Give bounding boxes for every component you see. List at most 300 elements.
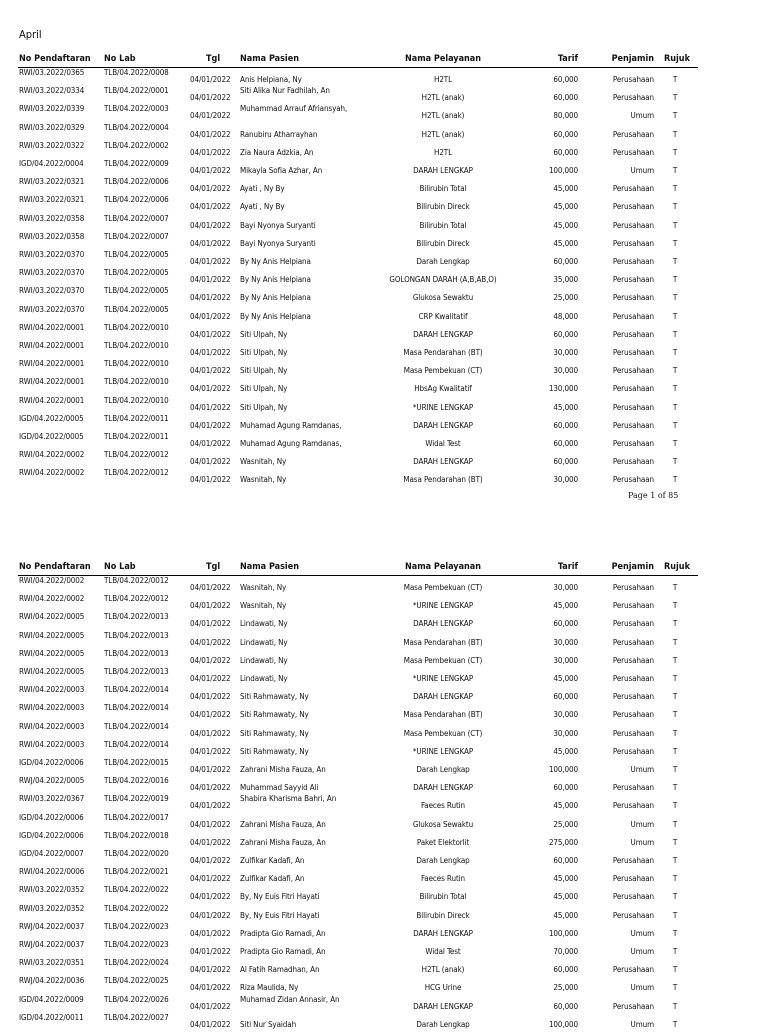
cell-penjamin: Perusahaan [612, 75, 654, 84]
cell-nama-pasien: Wasnitah, Ny [240, 583, 287, 592]
cell-rujuk: T [672, 348, 678, 357]
cell-no-lab: TLB/04.2022/0020 [104, 849, 169, 858]
cell-tgl: 04/01/2022 [190, 928, 231, 938]
cell-nama-pasien: Al Fatih Ramadhan, An [240, 965, 320, 975]
cell-nama-pasien: Siti Rahmawaty, Ny [240, 710, 309, 720]
cell-rujuk: T [672, 655, 678, 665]
cell-nama-pasien: Shabira Kharisma Bahri, An [240, 794, 337, 804]
cell-tgl: 04/01/2022 [190, 819, 231, 829]
cell-penjamin: Perusahaan [612, 366, 654, 376]
cell-tarif: 30,000 [553, 637, 578, 647]
cell-no-lab: TLB/04.2022/0019 [104, 794, 169, 804]
cell-no-lab: TLB/04.2022/0012 [104, 576, 169, 585]
cell-nama-pelayanan: Masa Pendarahan (BT) [403, 710, 483, 720]
cell-tgl: 04/01/2022 [190, 710, 231, 720]
cell-rujuk: T [672, 439, 678, 448]
cell-tarif: 100,000 [548, 765, 578, 774]
cell-nama-pelayanan: Masa Pendarahan (BT) [403, 475, 483, 485]
cell-tgl: 04/01/2022 [190, 366, 231, 376]
cell-penjamin: Perusahaan [612, 674, 654, 683]
cell-no-lab: TLB/04.2022/0011 [104, 432, 169, 441]
cell-rujuk: T [672, 674, 678, 683]
cell-no-lab: TLB/04.2022/0014 [104, 721, 169, 731]
cell-rujuk: T [672, 457, 678, 467]
cell-tarif: 60,000 [553, 965, 578, 975]
cell-tgl: 04/01/2022 [190, 202, 231, 212]
cell-nama-pasien: Lindawati, Ny [240, 637, 288, 647]
cell-no-pendaftaran: RWI/03.2022/0365 [19, 68, 85, 77]
col-nama-pasien: Nama Pasien [240, 562, 299, 572]
cell-no-lab: TLB/04.2022/0025 [104, 976, 169, 986]
cell-rujuk: T [672, 601, 678, 611]
cell-penjamin: Perusahaan [612, 257, 654, 266]
cell-no-pendaftaran: RWI/04.2022/0005 [19, 612, 85, 622]
cell-no-pendaftaran: RWI/03.2022/0334 [19, 86, 85, 96]
cell-nama-pasien: Pradipta Gio Ramadi, An [240, 928, 326, 938]
cell-tarif: 60,000 [553, 257, 578, 266]
cell-nama-pasien: By Ny Anis Helpiana [240, 293, 311, 303]
cell-no-pendaftaran: RWI/03.2022/0358 [19, 231, 85, 241]
cell-no-lab: TLB/04.2022/0023 [104, 940, 169, 949]
cell-no-pendaftaran: RWI/03.2022/0367 [19, 794, 85, 804]
cell-no-pendaftaran: RWI/04.2022/0003 [19, 703, 85, 713]
cell-tgl: 04/01/2022 [190, 311, 231, 321]
cell-tgl: 04/01/2022 [190, 275, 231, 285]
cell-penjamin: Perusahaan [612, 384, 654, 394]
cell-no-lab: TLB/04.2022/0016 [104, 776, 169, 786]
cell-nama-pelayanan: CRP Kwalitatif [418, 311, 468, 321]
cell-nama-pelayanan: HCG Urine [424, 983, 462, 993]
cell-rujuk: T [672, 202, 678, 212]
cell-penjamin: Umum [630, 166, 654, 175]
col-penjamin: Penjamin [611, 562, 654, 572]
cell-nama-pasien: Wasnitah, Ny [240, 601, 287, 611]
cell-nama-pasien: Muhamad Zidan Annasir, An [240, 994, 340, 1004]
cell-rujuk: T [672, 166, 678, 175]
cell-nama-pasien: By Ny Anis Helpiana [240, 275, 311, 285]
cell-nama-pasien: Ranubiru Atharrayhan [240, 129, 318, 139]
cell-penjamin: Perusahaan [612, 619, 654, 629]
cell-nama-pasien: Siti Ulpah, Ny [240, 348, 288, 357]
cell-nama-pasien: Muhamad Agung Ramdanas, [240, 420, 342, 430]
cell-no-lab: TLB/04.2022/0012 [104, 594, 169, 604]
cell-nama-pasien: Wasnitah, Ny [240, 457, 287, 467]
cell-tgl: 04/01/2022 [190, 348, 231, 357]
cell-no-pendaftaran: RWI/04.2022/0002 [19, 468, 85, 478]
cell-nama-pelayanan: HbsAg Kwalitatif [414, 384, 472, 394]
cell-penjamin: Umum [630, 983, 654, 993]
cell-nama-pasien: Lindawati, Ny [240, 619, 288, 629]
cell-tarif: 45,000 [553, 746, 578, 756]
cell-nama-pasien: By, Ny Euis Fitri Hayati [240, 910, 320, 920]
cell-no-pendaftaran: IGD/04.2022/0007 [19, 849, 84, 858]
cell-no-pendaftaran: RWI/04.2022/0005 [19, 630, 85, 640]
cell-penjamin: Perusahaan [612, 93, 654, 103]
cell-no-lab: TLB/04.2022/0013 [104, 630, 169, 640]
cell-nama-pasien: Zahrani Misha Fauza, An [240, 819, 326, 829]
cell-nama-pelayanan: DARAH LENGKAP [413, 166, 473, 175]
cell-nama-pelayanan: Faeces Rutin [420, 874, 466, 884]
cell-tgl: 04/01/2022 [190, 384, 231, 394]
cell-penjamin: Perusahaan [612, 892, 654, 902]
cell-rujuk: T [672, 111, 678, 121]
cell-nama-pasien: Ayati , Ny By [240, 202, 285, 212]
cell-tgl: 04/01/2022 [190, 947, 231, 956]
cell-no-lab: TLB/04.2022/0012 [104, 468, 169, 478]
cell-nama-pelayanan: Masa Pembekuan (CT) [403, 655, 483, 665]
cell-nama-pasien: Zahrani Misha Fauza, An [240, 837, 326, 847]
cell-nama-pasien: Riza Maulida, Ny [240, 983, 299, 993]
cell-no-pendaftaran: RWI/04.2022/0001 [19, 377, 85, 387]
cell-no-pendaftaran: RWI/04.2022/0003 [19, 721, 85, 731]
cell-no-pendaftaran: RWI/04.2022/0001 [19, 322, 85, 332]
cell-tgl: 04/01/2022 [190, 329, 231, 339]
cell-no-lab: TLB/04.2022/0014 [104, 703, 169, 713]
cell-tarif: 30,000 [553, 655, 578, 665]
cell-rujuk: T [672, 947, 678, 956]
cell-nama-pasien: Lindawati, Ny [240, 655, 288, 665]
cell-nama-pasien: Lindawati, Ny [240, 674, 288, 683]
cell-rujuk: T [672, 275, 678, 285]
cell-penjamin: Perusahaan [612, 202, 654, 212]
cell-nama-pasien: Bayi Nyonya Suryanti [240, 238, 316, 248]
col-tgl: Tgl [206, 54, 221, 64]
cell-nama-pelayanan: DARAH LENGKAP [413, 1001, 473, 1011]
cell-tarif: 60,000 [553, 783, 578, 793]
cell-penjamin: Perusahaan [612, 457, 654, 467]
cell-penjamin: Perusahaan [612, 746, 654, 756]
cell-no-lab: TLB/04.2022/0012 [104, 450, 169, 460]
cell-nama-pelayanan: DARAH LENGKAP [413, 329, 473, 339]
cell-rujuk: T [672, 874, 678, 884]
cell-rujuk: T [672, 856, 678, 865]
cell-penjamin: Perusahaan [612, 710, 654, 720]
cell-nama-pelayanan: Glukosa Sewaktu [412, 819, 474, 829]
cell-penjamin: Umum [630, 111, 654, 121]
cell-penjamin: Perusahaan [612, 1001, 654, 1011]
cell-penjamin: Perusahaan [612, 583, 654, 592]
cell-no-pendaftaran: RWI/03.2022/0352 [19, 903, 85, 913]
cell-nama-pasien: Muhamad Agung Ramdanas, [240, 439, 342, 448]
cell-no-pendaftaran: RWI/03.2022/0322 [19, 140, 85, 150]
cell-rujuk: T [672, 1019, 678, 1029]
cell-nama-pasien: Siti Ulpah, Ny [240, 384, 288, 394]
col-rujuk: Rujuk [664, 562, 690, 572]
cell-no-pendaftaran: RWI/03.2022/0321 [19, 177, 85, 187]
cell-no-lab: TLB/04.2022/0009 [104, 159, 169, 168]
cell-tarif: 45,000 [553, 402, 578, 412]
cell-tarif: 25,000 [553, 819, 578, 829]
table-row [18, 1012, 698, 1034]
cell-nama-pelayanan: Bilirubin Direck [416, 238, 470, 248]
cell-tarif: 45,000 [553, 184, 578, 194]
cell-no-pendaftaran: RWI/03.2022/0321 [19, 195, 85, 205]
cell-nama-pelayanan: H2TL (anak) [421, 93, 465, 103]
cell-tarif: 60,000 [553, 93, 578, 103]
cell-rujuk: T [672, 965, 678, 975]
cell-no-pendaftaran: RWI/03.2022/0339 [19, 104, 85, 114]
cell-nama-pelayanan: H2TL (anak) [421, 129, 465, 139]
cell-nama-pelayanan: Masa Pembekuan (CT) [403, 728, 483, 738]
cell-no-pendaftaran: IGD/04.2022/0006 [19, 812, 84, 822]
cell-no-pendaftaran: RWI/04.2022/0003 [19, 739, 85, 749]
cell-penjamin: Perusahaan [612, 275, 654, 285]
cell-no-pendaftaran: RWJ/04.2022/0036 [19, 976, 85, 986]
cell-tarif: 60,000 [553, 1001, 578, 1011]
cell-no-lab: TLB/04.2022/0004 [104, 122, 169, 132]
cell-nama-pasien: Zulfikar Kadafi, An [240, 874, 305, 884]
cell-nama-pelayanan: Bilirubin Direck [416, 202, 470, 212]
cell-tgl: 04/01/2022 [190, 746, 231, 756]
cell-tgl: 04/01/2022 [190, 583, 231, 592]
cell-no-lab: TLB/04.2022/0018 [104, 830, 169, 840]
cell-tgl: 04/01/2022 [190, 420, 231, 430]
cell-no-pendaftaran: IGD/04.2022/0005 [19, 432, 84, 441]
cell-tgl: 04/01/2022 [190, 75, 231, 84]
cell-nama-pelayanan: *URINE LENGKAP [412, 746, 474, 756]
cell-no-pendaftaran: RWI/03.2022/0358 [19, 213, 85, 223]
cell-tarif: 60,000 [553, 619, 578, 629]
cell-no-lab: TLB/04.2022/0007 [104, 213, 169, 223]
cell-tgl: 04/01/2022 [190, 147, 231, 157]
cell-rujuk: T [672, 220, 678, 230]
cell-penjamin: Perusahaan [612, 220, 654, 230]
cell-rujuk: T [672, 147, 678, 157]
cell-tgl: 04/01/2022 [190, 983, 231, 993]
cell-rujuk: T [672, 710, 678, 720]
cell-rujuk: T [672, 129, 678, 139]
cell-no-lab: TLB/04.2022/0027 [104, 1012, 169, 1022]
cell-penjamin: Perusahaan [612, 692, 654, 702]
cell-nama-pelayanan: Darah Lengkap [416, 856, 470, 865]
cell-nama-pelayanan: Paket Elektorlit [416, 837, 470, 847]
cell-nama-pelayanan: DARAH LENGKAP [413, 928, 473, 938]
cell-penjamin: Perusahaan [612, 311, 654, 321]
cell-penjamin: Perusahaan [612, 402, 654, 412]
cell-rujuk: T [672, 692, 678, 702]
cell-rujuk: T [672, 238, 678, 248]
cell-rujuk: T [672, 910, 678, 920]
col-tarif: Tarif [557, 54, 578, 64]
cell-nama-pelayanan: H2TL (anak) [421, 965, 465, 975]
cell-rujuk: T [672, 746, 678, 756]
cell-penjamin: Perusahaan [612, 439, 654, 448]
cell-no-pendaftaran: IGD/04.2022/0009 [19, 994, 84, 1004]
cell-penjamin: Perusahaan [612, 420, 654, 430]
cell-nama-pasien: By Ny Anis Helpiana [240, 257, 311, 266]
cell-no-lab: TLB/04.2022/0006 [104, 195, 169, 205]
cell-tgl: 04/01/2022 [190, 1019, 231, 1029]
cell-no-lab: TLB/04.2022/0010 [104, 395, 169, 405]
cell-tarif: 45,000 [553, 874, 578, 884]
cell-tgl: 04/01/2022 [190, 293, 231, 303]
cell-no-lab: TLB/04.2022/0026 [104, 994, 169, 1004]
cell-penjamin: Perusahaan [612, 293, 654, 303]
cell-no-lab: TLB/04.2022/0023 [104, 921, 169, 931]
cell-rujuk: T [672, 475, 678, 485]
cell-no-pendaftaran: IGD/04.2022/0004 [19, 159, 84, 168]
cell-no-pendaftaran: RWI/03.2022/0370 [19, 250, 85, 259]
cell-no-pendaftaran: RWI/03.2022/0370 [19, 304, 85, 314]
cell-tgl: 04/01/2022 [190, 220, 231, 230]
cell-penjamin: Perusahaan [612, 475, 654, 485]
cell-tgl: 04/01/2022 [190, 801, 231, 811]
col-nama-pelayanan: Nama Pelayanan [404, 54, 482, 64]
cell-tgl: 04/01/2022 [190, 111, 231, 121]
cell-no-pendaftaran: RWI/04.2022/0005 [19, 667, 85, 676]
cell-rujuk: T [672, 801, 678, 811]
cell-rujuk: T [672, 619, 678, 629]
cell-no-lab: TLB/04.2022/0010 [104, 341, 169, 350]
cell-nama-pasien: By, Ny Euis Fitri Hayati [240, 892, 320, 902]
cell-no-lab: TLB/04.2022/0006 [104, 177, 169, 187]
col-no-pendaftaran: No Pendaftaran [19, 562, 91, 572]
cell-tgl: 04/01/2022 [190, 965, 231, 975]
cell-tgl: 04/01/2022 [190, 257, 231, 266]
cell-penjamin: Perusahaan [612, 601, 654, 611]
cell-penjamin: Perusahaan [612, 910, 654, 920]
cell-tgl: 04/01/2022 [190, 129, 231, 139]
cell-tgl: 04/01/2022 [190, 439, 231, 448]
cell-tarif: 60,000 [553, 129, 578, 139]
cell-no-pendaftaran: IGD/04.2022/0006 [19, 758, 84, 767]
table-row [18, 468, 698, 489]
cell-nama-pasien: Muhammad Arrauf Afriansyah, [240, 104, 348, 114]
cell-nama-pasien: Zia Naura Adzkia, An [240, 147, 314, 157]
cell-penjamin: Umum [630, 819, 654, 829]
cell-nama-pelayanan: *URINE LENGKAP [412, 601, 474, 611]
cell-no-pendaftaran: RWJ/04.2022/0037 [19, 940, 85, 949]
cell-tgl: 04/01/2022 [190, 783, 231, 793]
cell-tgl: 04/01/2022 [190, 856, 231, 865]
cell-rujuk: T [672, 257, 678, 266]
cell-rujuk: T [672, 837, 678, 847]
cell-nama-pelayanan: DARAH LENGKAP [413, 619, 473, 629]
cell-nama-pelayanan: *URINE LENGKAP [412, 402, 474, 412]
table-header [18, 53, 698, 68]
cell-tgl: 04/01/2022 [190, 475, 231, 485]
cell-penjamin: Perusahaan [612, 965, 654, 975]
cell-no-lab: TLB/04.2022/0022 [104, 885, 169, 895]
cell-nama-pelayanan: Darah Lengkap [416, 1019, 470, 1029]
cell-tarif: 45,000 [553, 238, 578, 248]
cell-tgl: 04/01/2022 [190, 619, 231, 629]
cell-tgl: 04/01/2022 [190, 765, 231, 774]
cell-tarif: 100,000 [548, 1019, 578, 1029]
cell-tarif: 25,000 [553, 293, 578, 303]
cell-nama-pasien: Siti Alika Nur Fadhilah, An [240, 86, 330, 96]
cell-no-lab: TLB/04.2022/0005 [104, 304, 169, 314]
col-penjamin: Penjamin [611, 54, 654, 64]
cell-no-lab: TLB/04.2022/0013 [104, 648, 169, 658]
cell-penjamin: Perusahaan [612, 801, 654, 811]
cell-no-lab: TLB/04.2022/0015 [104, 758, 169, 767]
cell-rujuk: T [672, 311, 678, 321]
cell-nama-pelayanan: Faeces Rutin [420, 801, 466, 811]
cell-nama-pelayanan: Bilirubin Total [419, 892, 467, 902]
cell-rujuk: T [672, 728, 678, 738]
cell-nama-pelayanan: GOLONGAN DARAH (A,B,AB,O) [389, 275, 497, 285]
cell-rujuk: T [672, 329, 678, 339]
cell-rujuk: T [672, 783, 678, 793]
col-no-lab: No Lab [104, 54, 136, 64]
cell-no-lab: TLB/04.2022/0013 [104, 612, 169, 622]
cell-penjamin: Perusahaan [612, 856, 654, 865]
cell-nama-pasien: Siti Nur Syaidah [240, 1019, 297, 1029]
cell-tgl: 04/01/2022 [190, 674, 231, 683]
cell-penjamin: Perusahaan [612, 184, 654, 194]
col-no-lab: No Lab [104, 562, 136, 572]
cell-tgl: 04/01/2022 [190, 601, 231, 611]
cell-rujuk: T [672, 293, 678, 303]
cell-nama-pelayanan: H2TL (anak) [421, 111, 465, 121]
cell-no-pendaftaran: RWJ/04.2022/0005 [19, 776, 85, 786]
col-no-pendaftaran: No Pendaftaran [19, 54, 91, 64]
cell-rujuk: T [672, 366, 678, 376]
cell-nama-pasien: Zulfikar Kadafi, An [240, 856, 305, 865]
cell-tarif: 60,000 [553, 457, 578, 467]
cell-tgl: 04/01/2022 [190, 93, 231, 103]
cell-tarif: 60,000 [553, 856, 578, 865]
cell-tgl: 04/01/2022 [190, 728, 231, 738]
cell-no-pendaftaran: RWI/04.2022/0002 [19, 576, 85, 585]
cell-tgl: 04/01/2022 [190, 457, 231, 467]
cell-tarif: 45,000 [553, 601, 578, 611]
cell-nama-pelayanan: DARAH LENGKAP [413, 692, 473, 702]
cell-nama-pelayanan: Masa Pendarahan (BT) [403, 637, 483, 647]
cell-nama-pasien: Siti Rahmawaty, Ny [240, 728, 309, 738]
cell-rujuk: T [672, 765, 678, 774]
cell-tgl: 04/01/2022 [190, 874, 231, 884]
cell-nama-pelayanan: Darah Lengkap [416, 257, 470, 266]
cell-nama-pasien: By Ny Anis Helpiana [240, 311, 311, 321]
cell-no-lab: TLB/04.2022/0008 [104, 68, 169, 77]
cell-nama-pasien: Siti Ulpah, Ny [240, 402, 288, 412]
cell-nama-pelayanan: Widal Test [425, 947, 461, 956]
cell-nama-pasien: Anis Helpiana, Ny [240, 75, 302, 84]
cell-tarif: 70,000 [553, 947, 578, 956]
cell-no-lab: TLB/04.2022/0022 [104, 903, 169, 913]
cell-no-lab: TLB/04.2022/0021 [104, 867, 169, 877]
cell-penjamin: Umum [630, 765, 654, 774]
cell-tarif: 30,000 [553, 348, 578, 357]
cell-rujuk: T [672, 402, 678, 412]
cell-nama-pasien: Wasnitah, Ny [240, 475, 287, 485]
cell-no-lab: TLB/04.2022/0010 [104, 377, 169, 387]
cell-no-pendaftaran: RWI/03.2022/0351 [19, 958, 85, 968]
cell-no-pendaftaran: RWI/03.2022/0370 [19, 286, 85, 296]
cell-tarif: 100,000 [548, 928, 578, 938]
cell-tarif: 45,000 [553, 202, 578, 212]
cell-penjamin: Perusahaan [612, 728, 654, 738]
cell-no-lab: TLB/04.2022/0005 [104, 250, 169, 259]
page-number: Page 1 of 85 [628, 491, 679, 500]
cell-nama-pelayanan: DARAH LENGKAP [413, 420, 473, 430]
cell-no-lab: TLB/04.2022/0007 [104, 231, 169, 241]
cell-tarif: 48,000 [553, 311, 578, 321]
cell-no-lab: TLB/04.2022/0024 [104, 958, 169, 968]
cell-tgl: 04/01/2022 [190, 184, 231, 194]
cell-rujuk: T [672, 892, 678, 902]
cell-no-lab: TLB/04.2022/0005 [104, 268, 169, 278]
cell-rujuk: T [672, 93, 678, 103]
cell-no-lab: TLB/04.2022/0001 [104, 86, 169, 96]
cell-no-pendaftaran: IGD/04.2022/0011 [19, 1012, 84, 1022]
cell-penjamin: Perusahaan [612, 348, 654, 357]
cell-no-pendaftaran: RWI/04.2022/0006 [19, 867, 85, 877]
cell-tgl: 04/01/2022 [190, 402, 231, 412]
cell-no-pendaftaran: RWI/04.2022/0001 [19, 359, 85, 369]
